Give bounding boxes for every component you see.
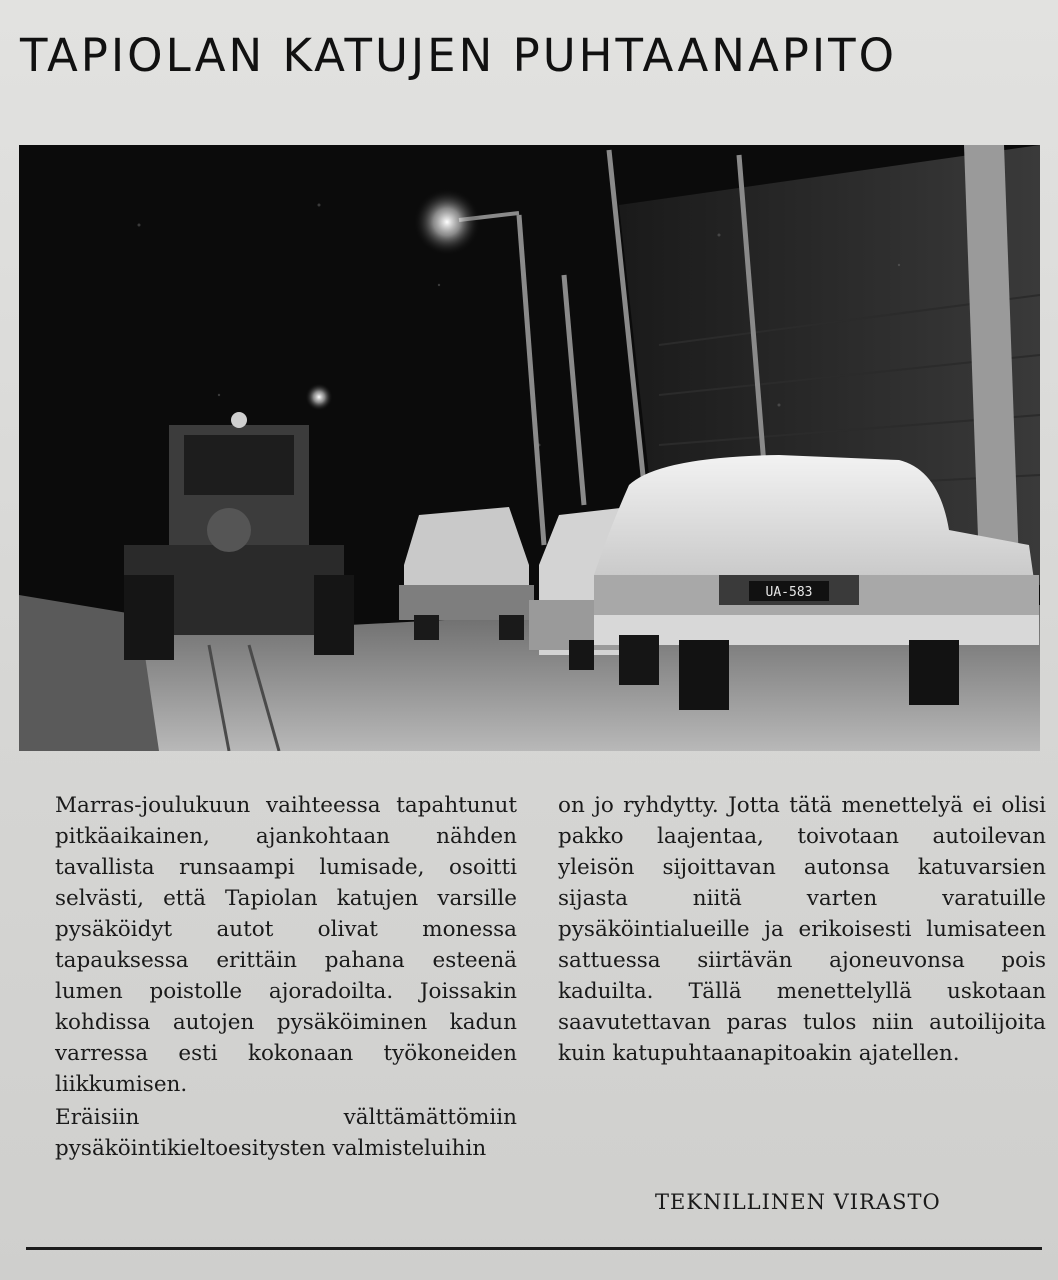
headline: TAPIOLAN KATUJEN PUHTAANAPITO: [20, 29, 898, 82]
signature: TEKNILLINEN VIRASTO: [655, 1190, 941, 1214]
article-column-2: [558, 790, 1046, 1069]
paragraph-3: on jo ryhdytty. Jotta tätä menettelyä ei olisi pakko laajentaa, toivotaan autoilevan yleisön sijoittavan autonsa katuvarsien sijasta niitä varten varatuille pysäköintialueille ja erikoisesti lumisateen sattuessa siirtävän ajoneuvonsa pois kaduilta. Tällä menettelyllä uskotaan saavutettavan paras tulos niin autoilijoita kuin katupuhtaanapitoakin ajatellen.: [558, 793, 1046, 1066]
street-lamp-icon: [413, 188, 481, 256]
article-column-1: [55, 790, 517, 1164]
bottom-rule: [26, 1247, 1042, 1250]
paragraph-1: Marras-joulukuun vaihteessa tapahtunut pitkäaikainen, ajankohtaan nähden tavallista runsaampi lumisade, osoitti selvästi, että Tapiolan katujen varsille pysäköidyt autot olivat monessa tapauksessa erittäin pahana esteenä lumen poistolle ajoradoilta. Joissakin kohdissa autojen pysäköiminen kadun varressa esti kokonaan työkoneiden liikkumisen.: [55, 793, 517, 1097]
street-photo: [19, 145, 1040, 751]
paragraph-2: Eräisiin välttämättömiin pysäköintikieltoesitysten valmisteluihin: [55, 1105, 517, 1161]
license-plate: UA-583: [765, 585, 813, 600]
distant-lamp-icon: [305, 383, 333, 411]
